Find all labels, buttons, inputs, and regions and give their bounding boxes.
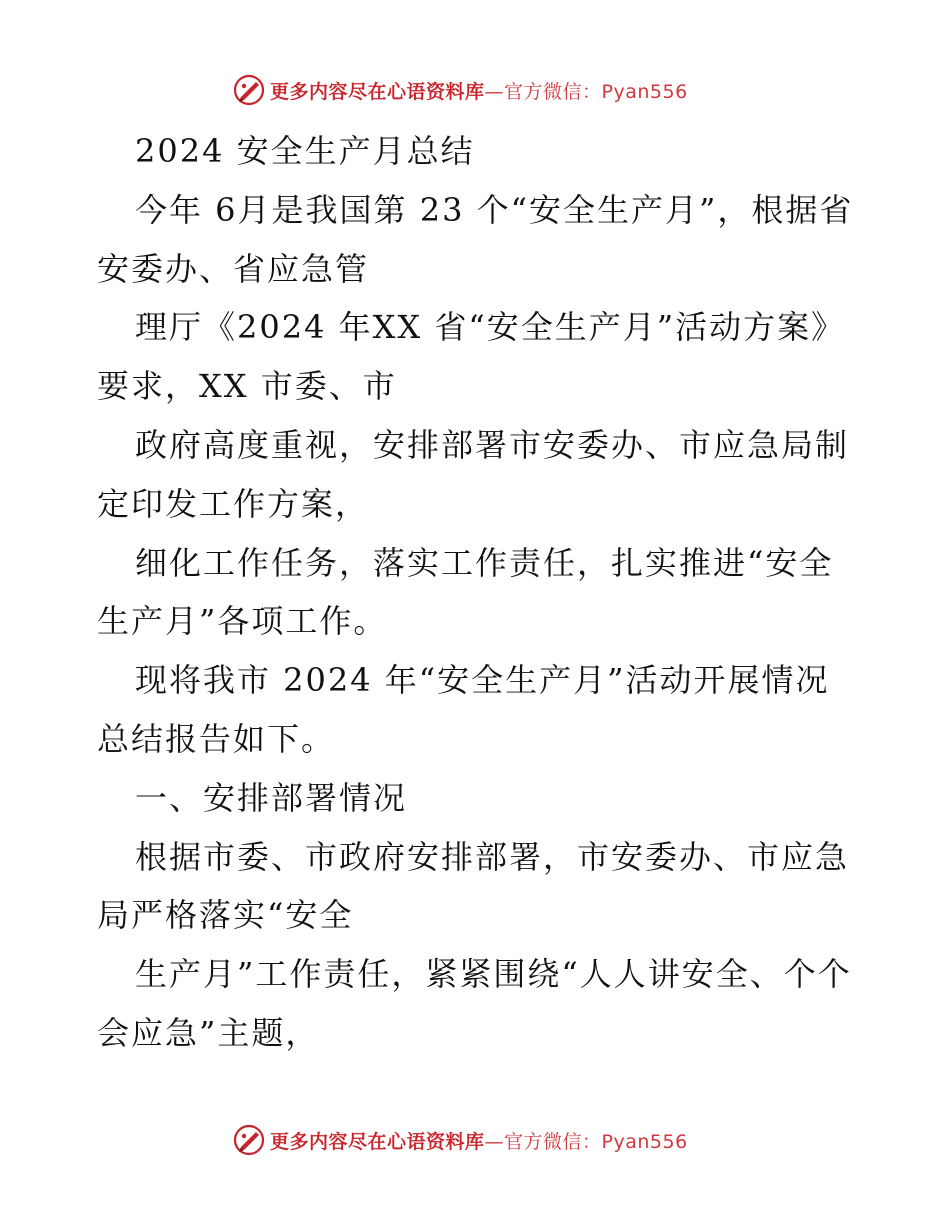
watermark-wechat-text: —官方微信：Pyan556 [484,80,688,103]
paragraph: 政府高度重视，安排部署市安委办、市应急局制定印发工作方案， [97,425,850,523]
watermark-main-text: 更多内容尽在心语资料库 [270,1130,485,1153]
watermark-wechat-text: —官方微信：Pyan556 [484,1130,688,1153]
footer-watermark [232,1123,688,1157]
pen-logo-icon [232,73,266,107]
paragraph: 生产月”工作责任，紧紧围绕“人人讲安全、个个会应急”主题， [97,955,852,1052]
paragraph: 现将我市 2024 年“安全生产月”活动开展情况总结报告如下。 [97,661,830,758]
watermark-main-text: 更多内容尽在心语资料库 [270,80,485,103]
pen-logo-icon [232,1123,266,1157]
document-title: 2024 安全生产月总结 [135,132,475,170]
paragraph: 根据市委、市政府安排部署，市安委办、市应急局严格落实“安全 [97,837,850,935]
document-body [97,122,857,1063]
paragraph: 理厅《2024 年XX 省“安全生产月”活动方案》要求，XX 市委、市 [97,308,846,406]
paragraph: 今年 6月是我国第 23 个“安全生产月”，根据省安委办、省应急管 [97,190,854,288]
section-heading: 一、安排部署情况 [135,778,408,817]
header-watermark [232,73,688,107]
paragraph: 细化工作任务，落实工作责任，扎实推进“安全生产月”各项工作。 [97,543,834,641]
